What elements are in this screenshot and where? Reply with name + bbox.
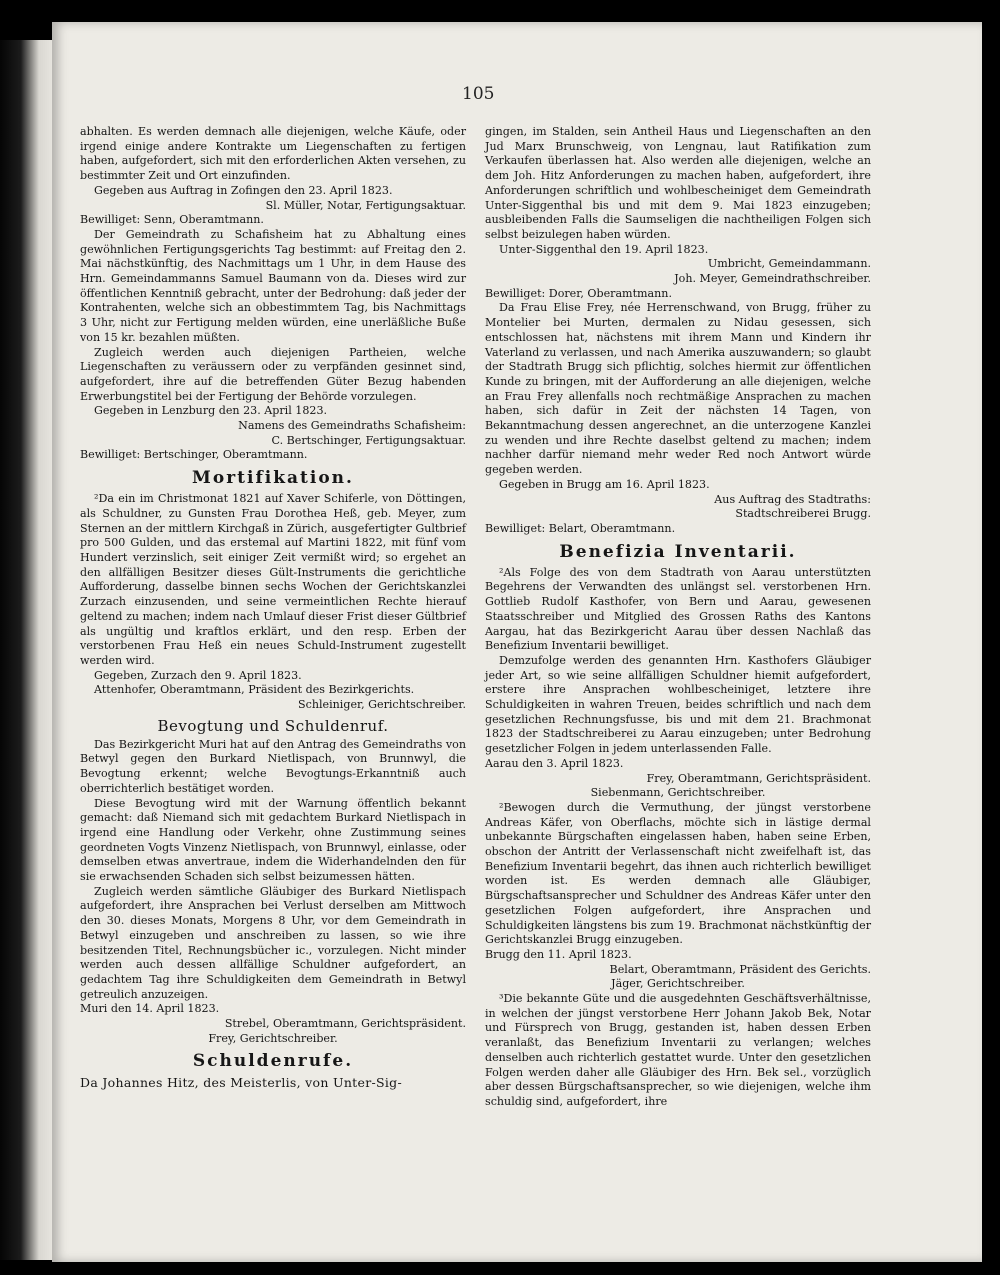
signature-line: Siebenmann, Gerichtschreiber. [590,786,766,800]
paragraph: gingen, im Stalden, sein Antheil Haus und Liegenschaften an den Jud Marx Brunschweig, von Lengnau, laut Ratifikation zum Verkaufen überlassen hat. Also werden alle diejenigen, welche an dem Joh. Hitz Anforderungen zu machen haben, aufgefordert, ihre Anforderungen schriftlich und wohlbescheiniget dem Gemeindrath Unter-Siggenthal bis und mit dem 9. Mai 1823 einzugeben; ausbleibenden Falls die Saumseligen die nachtheiligen Folgen sich selbst beizulegen haben würden. [485,125,871,241]
left-column [80,125,466,1091]
signature-line: C. Bertschinger, Fertigungsaktuar. [271,433,466,447]
date-line: Unter-Siggenthal den 19. April 1823. [499,242,709,256]
right-column [485,125,871,1110]
paragraph: Zugleich werden sämtliche Gläubiger des Burkard Nietlispach aufgefordert, ihre Ansprachen bei Verlust derselben am Mittwoch den 30. dieses Monats, Morgens 8 Uhr, vor dem Gemeindrath in Betwyl einzugeben und anschreiben zu lassen, so wie ihre besitzenden Titel, Rechnungsbücher ic., vorzulegen. Nicht minder werden auch dessen allfällige Schuldner aufgefordert, an gedachtem Tag ihre Schuldigkeiten dem Gemeindrath in Betwyl getreulich anzuzeigen. [80,884,466,1001]
paragraph: ²Da ein im Christmonat 1821 auf Xaver Schiferle, von Döttingen, als Schuldner, zu Gunsten Frau Dorothea Heß, geb. Meyer, zum Sternen an der mittlern Kirchgaß in Zürich, ausgefertigter Gultbrief pro 500 Gulden, und das erstemal auf Martini 1822, mit fünf vom Hundert verzinslich, seit einiger Zeit vermißt wird; so ergehet an den allfälligen Besitzer dieses Gült-Instruments die gerichtliche Aufforderung, dasselbe binnen sechs Wochen der Gerichtskanzlei Zurzach einzusenden, und seine vermeintlichen Rechte hierauf geltend zu machen; indem nach Umlauf dieser Frist dieser Gültbrief als ungültig und kraftlos erklärt, und den resp. Erben der verstorbenen Frau Heß ein neues Schuld-Instrument zugestellt werden wird. [80,492,466,667]
approval-line: Bewilliget: Senn, Oberamtmann. [80,213,264,227]
date-line: Gegeben, Zurzach den 9. April 1823. [94,668,302,682]
signature-line: Sl. Müller, Notar, Fertigungsaktuar. [265,198,466,212]
signature-line: Aus Auftrag des Stadtraths: [714,492,871,506]
paragraph: Der Gemeindrath zu Schafisheim hat zu Abhaltung eines gewöhnlichen Fertigungsgerichts Tag bestimmt: auf Freitag den 2. Mai nächstkünftig, des Nachmittags um 1 Uhr, in dem Hause des Hrn. Gemeindammanns Samuel Baumann von da. Dieses wird zur öffentlichen Kenntniß gebracht, unter der Bedrohung: daß jeder der Kontrahenten, welche sich an obbestimmtem Tag, bis Nachmittags 3 Uhr, nicht zur Fertigung melden würden, eine unerläßliche Buße von 15 kr. bezahlen müßten. [80,227,466,344]
signature-line: Joh. Meyer, Gemeindrathschreiber. [674,272,871,286]
paragraph: abhalten. Es werden demnach alle diejenigen, welche Käufe, oder irgend einige andere Kontrakte um Liegenschaften zu fertigen haben, aufgefordert, sich mit den erforderlichen Akten versehen, zu bestimmter Zeit und Ort einzufinden. [80,125,466,183]
date-line: Brugg den 11. April 1823. [485,947,632,961]
date-line: Aarau den 3. April 1823. [485,756,624,770]
section-heading-schuldenrufe: Schuldenrufe. [192,1051,354,1072]
paragraph: Demzufolge werden des genannten Hrn. Kasthofers Gläubiger jeder Art, so wie seine allfälligen Schuldner hiemit aufgefordert, erstere ihre Ansprachen wohlbescheiniget, letztere ihre Schuldigkeiten in wahren Treuen, beides schriftlich und nach dem gesetzlichen Rechnungsfusse, bis und mit dem 21. Brachmonat 1823 der Stadtschreiberei zu Aarau einzugeben; unter Bedrohung gesetzlicher Folgen in jedem unterlassenden Falle. [485,653,871,756]
book-spine-edge [0,40,52,1260]
signature-line: Frey, Oberamtmann, Gerichtspräsident. [646,771,871,785]
paragraph: Das Bezirkgericht Muri hat auf den Antrag des Gemeindraths von Betwyl gegen den Burkard Nietlispach, von Brunnwyl, die Bevogtung erkennt; welche Bevogtungs-Erkanntniß auch oberrichterlich bestätiget worden. [80,737,466,795]
approval-line: Bewilliget: Dorer, Oberamtmann. [485,286,672,300]
signature-line: Jäger, Gerichtschreiber. [611,977,745,991]
page-number: 105 [462,84,495,104]
section-heading-bevogtung: Bevogtung und Schuldenruf. [157,716,389,735]
date-line: Gegeben aus Auftrag in Zofingen den 23. April 1823. [94,183,393,197]
paragraph: ²Bewogen durch die Vermuthung, der jüngst verstorbene Andreas Käfer, von Oberflachs, möchte sich in lästige dermal unbekannte Bürgschaften eingelassen haben, haben seine Erben, obschon der Antritt der Verlassenschaft nicht zweifelhaft ist, das Benefizium Inventarii begehrt, das ihnen auch richterlich bewilliget worden ist. Es werden demnach alle Gläubiger, Bürgschaftsansprecher und Schuldner des Andreas Käfer unter den gesetzlichen Folgen aufgefordert, ihre Ansprachen und Schuldigkeiten längstens bis zum 19. Brachmonat nächstkünftig der Gerichtskanzlei Brugg einzugeben. [485,800,871,947]
paragraph: Da Johannes Hitz, des Meisterlis, von Unter-Sig- [80,1075,402,1091]
date-line: Muri den 14. April 1823. [80,1002,220,1016]
signature-line: Namens des Gemeindraths Schafisheim: [238,419,466,433]
signature-line: Attenhofer, Oberamtmann, Präsident des Bezirkgerichts. [94,683,415,697]
signature-line: Strebel, Oberamtmann, Gerichtspräsident. [224,1017,466,1031]
document-page [52,22,982,1262]
section-heading-mortifikation: Mortifikation. [192,468,354,489]
date-line: Gegeben in Lenzburg den 23. April 1823. [94,404,328,418]
signature-line: Belart, Oberamtmann, Präsident des Gerichts. [609,962,871,976]
date-line: Gegeben in Brugg am 16. April 1823. [499,477,710,491]
section-heading-benefizia-inventarii: Benefizia Inventarii. [559,541,797,562]
signature-line: Umbricht, Gemeindammann. [707,257,871,271]
signature-line: Stadtschreiberei Brugg. [735,507,871,521]
paragraph: ³Die bekannte Güte und die ausgedehnten Geschäftsverhältnisse, in welchen der jüngst verstorbene Herr Johann Jakob Bek, Notar und Fürsprech von Brugg, gestanden ist, haben dessen Erben veranlaßt, das Benefizium Inventarii zu verlangen; welches denselben auch richterlich gestattet wurde. Unter den gesetzlichen Folgen werden daher alle Gläubiger des Hrn. Bek sel., vorzüglich aber dessen Bürgschaftsansprecher, so wie diejenigen, welche ihm schuldig sind, aufgefordert, ihre [485,992,871,1108]
signature-line: Frey, Gerichtschreiber. [208,1031,338,1045]
approval-line: Bewilliget: Bertschinger, Oberamtmann. [80,448,308,462]
paragraph: Da Frau Elise Frey, née Herrenschwand, von Brugg, früher zu Montelier bei Murten, dermalen zu Nidau gesessen, sich entschlossen hat, nächstens mit ihrem Mann und Kindern ihr Vaterland zu verlassen, und nach Amerika auszuwandern; so glaubt der Stadtrath Brugg sich pflichtig, solches hiermit zur öffentlichen Kunde zu bringen, mit der Aufforderung an alle diejenigen, welche an Frau Frey allenfalls noch rechtmäßige Ansprachen zu machen haben, sich dafür in Zeit der nächsten 14 Tagen, von Bekanntmachung dessen angerechnet, an die unterzogene Kanzlei zu wenden und ihre Rechte daselbst geltend zu machen; indem nachher darfür niemand mehr weder Red noch Antwort würde gegeben werden. [485,301,871,477]
paragraph: Diese Bevogtung wird mit der Warnung öffentlich bekannt gemacht: daß Niemand sich mit gedachtem Burkard Nietlispach in irgend eine Handlung oder Verkehr, ohne Zustimmung seines geordneten Vogts Vinzenz Nietlispach, von Brunnwyl, einlasse, oder demselben etwas anvertraue, indem die Widerhandelnden den für sie erwachsenden Schaden sich selbst beizumessen hätten. [80,796,466,884]
signature-line: Schleiniger, Gerichtschreiber. [298,698,466,712]
paragraph: Zugleich werden auch diejenigen Partheien, welche Liegenschaften zu veräussern oder zu verpfänden gesinnet sind, aufgefordert, ihre auf die betreffenden Güter Bezug habenden Erwerbungstitel bei der Fertigung der Behörde vorzulegen. [80,345,466,403]
approval-line: Bewilliget: Belart, Oberamtmann. [485,521,676,535]
paragraph: ²Als Folge des von dem Stadtrath von Aarau unterstützten Begehrens der Verwandten des unlängst sel. verstorbenen Hrn. Gottlieb Rudolf Kasthofer, von Bern und Aarau, gewesenen Staatsschreiber und Mitglied des Grossen Raths des Kantons Aargau, hat das Bezirkgericht Aarau über dessen Nachlaß das Benefizium Inventarii bewilliget. [485,565,871,653]
